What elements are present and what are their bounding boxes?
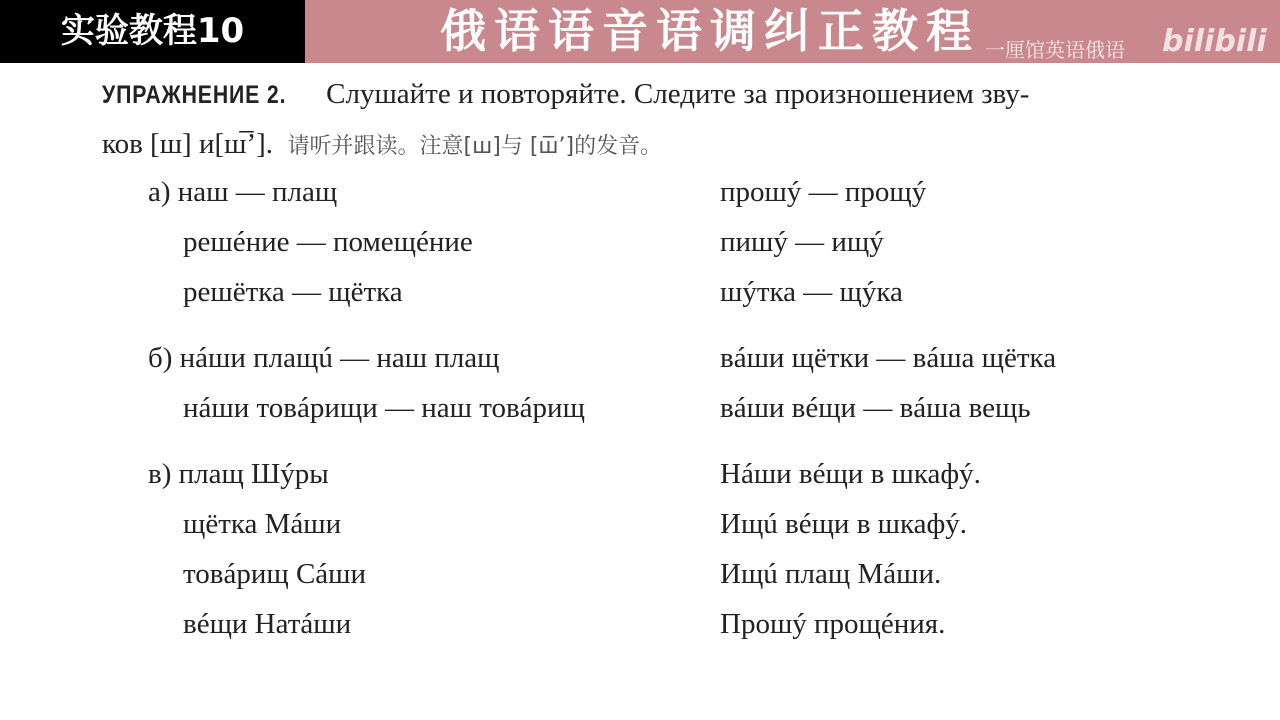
left-phrase: решéние — помещéние xyxy=(183,226,473,258)
watermark: 一厘馆英语俄语 xyxy=(985,38,1125,62)
exercise-line-1 xyxy=(102,78,1029,111)
lesson-badge: 实验教程10 xyxy=(0,0,305,63)
left-phrase: в) плащ Шýры xyxy=(148,458,329,490)
course-title: 俄语语音语调纠正教程 xyxy=(440,4,980,58)
right-phrase: вáши щётки — вáша щётка xyxy=(720,342,1057,374)
left-phrase: товáрищ Сáши xyxy=(183,558,367,590)
left-phrase: вéщи Натáши xyxy=(183,608,352,640)
exercise-line-2 xyxy=(102,128,662,161)
left-phrase: нáши товáрищи — наш товáрищ xyxy=(183,392,585,424)
instruction-zh: 请听并跟读。注意[ш]与 [ш̅’]的发音。 xyxy=(287,134,663,159)
right-phrase: пишý — ищý xyxy=(720,226,884,258)
instruction: Слушайте и повторяйте. Следите за произношением зву- xyxy=(326,78,1030,110)
exercise-heading: УПРАЖНЕНИЕ 2. xyxy=(102,81,287,109)
right-phrase: прошý — прощý xyxy=(720,176,927,208)
left-phrase: щётка Мáши xyxy=(183,508,342,540)
right-phrase: вáши вéщи — вáша вещь xyxy=(720,392,1031,424)
left-phrase: решётка — щётка xyxy=(183,276,403,308)
bilibili-logo: bilibili xyxy=(1162,24,1267,59)
right-phrase: шýтка — щýка xyxy=(720,276,903,308)
right-phrase: Ищú плащ Мáши. xyxy=(720,558,942,590)
left-phrase: б) нáши плащú — наш плащ xyxy=(148,342,500,374)
right-phrase: Ищú вéщи в шкафý. xyxy=(720,508,968,540)
right-phrase: Нáши вéщи в шкафý. xyxy=(720,458,981,490)
right-phrase: Прошý прощéния. xyxy=(720,608,946,640)
instruction-cont: ков [ш] и[ш̅’]. xyxy=(102,128,274,160)
left-phrase: а) наш — плащ xyxy=(148,176,338,208)
